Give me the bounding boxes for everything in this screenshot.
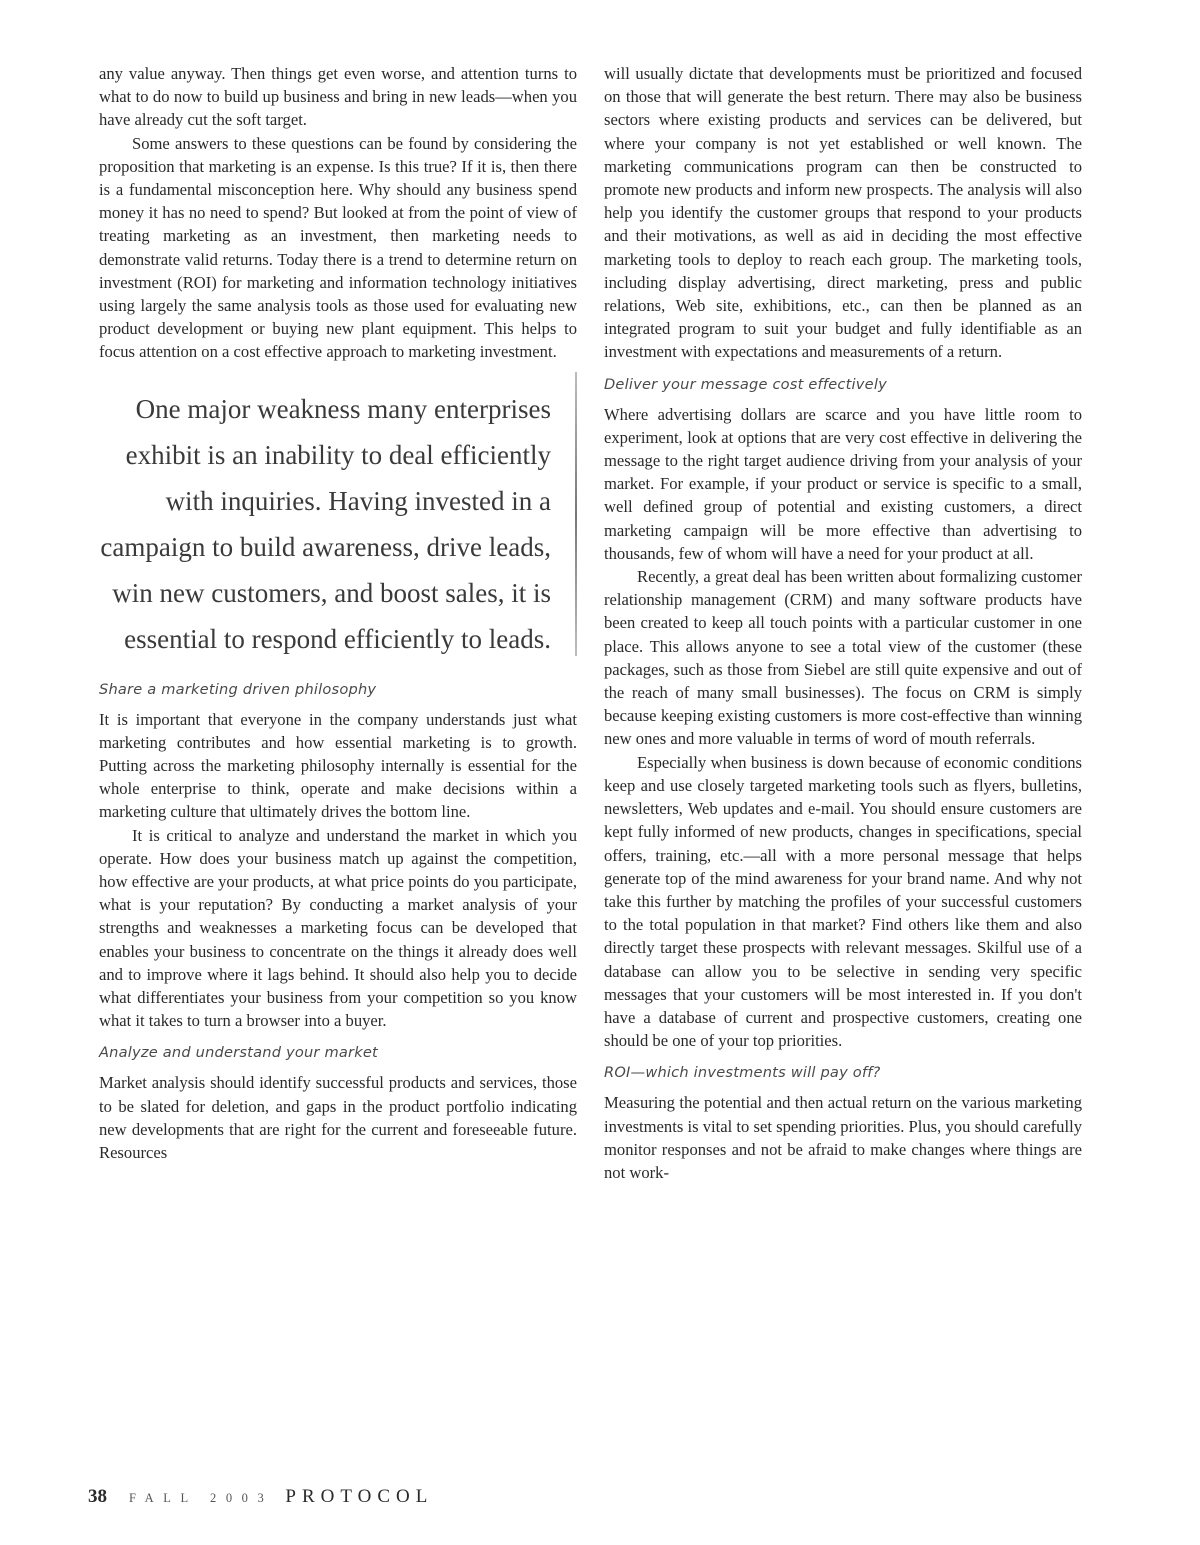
magazine-title: PROTOCOL xyxy=(285,1486,434,1507)
body-paragraph: Where advertising dollars are scarce and you have little room to experiment, look at options that are very cost effective in delivering the message to the right target audience driving from your analysis of your market. For example, if your product or service is specific to a small, well defined group of potential and existing customers, a direct marketing campaign will be more effective than advertising to thousands, few of whom will have a need for your product at all. xyxy=(604,404,1082,563)
pull-quote-text: One major weakness many enterprises exhibit is an inability to deal efficiently with inquiries. Having invested in a campaign to build awareness, drive leads, win new customers, and boost sales, it is essential to respond efficiently to leads. xyxy=(100,393,551,654)
body-paragraph: any value anyway. Then things get even worse, and attention turns to what to do now to build up business and bring in new leads—when you have already cut the soft target. xyxy=(99,64,577,130)
body-paragraph: Market analysis should identify successful products and services, those to be slated for deletion, and gaps in the product portfolio indicating new developments that are right for the current and foreseeable future. Resources xyxy=(99,1073,577,1163)
section-heading-roi: ROI—which investments will pay off? xyxy=(604,1064,881,1082)
body-paragraph: Some answers to these questions can be found by considering the proposition that marketing is an expense. Is this true? If it is, then there is a fundamental misconception here. Why should any business spend money it has no need to spend? But looked at from the point of view of treating marketing as an investment, then marketing needs to demonstrate valid returns. Today there is a trend to determine return on investment (ROI) for marketing and information technology initiatives using largely the same analysis tools as those used for evaluating new product development or buying new plant equipment. This helps to focus attention on a cost effective approach to marketing investment. xyxy=(99,133,577,362)
body-paragraph: Measuring the potential and then actual return on the various marketing investments is vital to set spending priorities. Plus, you should carefully monitor responses and not be afraid to make changes where things are not work- xyxy=(604,1093,1082,1182)
pull-quote xyxy=(99,386,577,662)
body-paragraph: Especially when business is down because of economic conditions keep and use closely targeted marketing tools such as flyers, bulletins, newsletters, Web updates and e-mail. You should ensure customers are kept fully informed of new products, changes in specifications, special offers, training, etc.—all with a more personal message that helps generate top of the mind awareness for your brand name. And why not take this further by matching the profiles of your successful customers to the total population in that market? Find others like them and also directly target these prospects with relevant messages. Skilful use of a database can allow you to be selective in sending very specific messages that your customers will be most interested in. If you don't have a database of current and prospective customers, creating one should be one of your top priorities. xyxy=(604,752,1082,1051)
body-paragraph: Recently, a great deal has been written about formalizing customer relationship management (CRM) and many software products have been created to keep all touch points with a particular customer in one place. This allows anyone to see a total view of the customer (these packages, such as those from Siebel are still quite expensive and out of the reach of many small businesses). The focus on CRM is simply because keeping existing customers is more cost-effective than winning new ones and more valuable in terms of word of mouth referrals. xyxy=(604,567,1082,749)
page-footer xyxy=(88,1486,433,1508)
left-column xyxy=(99,62,577,1164)
section-heading-analyze: Analyze and understand your market xyxy=(99,1044,378,1062)
body-paragraph: It is important that everyone in the company understands just what marketing contributes and how essential marketing is to growth. Putting across the marketing philosophy internally is essential for the whole enterprise to think, operate and make decisions within a marketing culture that ultimately drives the bottom line. xyxy=(99,709,577,822)
pull-quote-rule xyxy=(575,372,577,656)
page-number: 38 xyxy=(88,1486,107,1507)
body-paragraph: It is critical to analyze and understand the market in which you operate. How does your business match up against the competition, how effective are your products, at what price points do you participate, what is your reputation? By conducting a market analysis of your strengths and weaknesses a marketing focus can be developed that enables your business to concentrate on the things it already does well and to improve where it lags behind. It should also help you to decide what differentiates your business from your competition so you know what it takes to turn a browser into a buyer. xyxy=(99,825,577,1031)
section-heading-share: Share a marketing driven philosophy xyxy=(99,680,377,698)
issue-date: FALL 2003 xyxy=(129,1491,274,1505)
section-heading-deliver: Deliver your message cost effectively xyxy=(604,375,887,393)
right-column xyxy=(604,62,1082,1184)
body-paragraph: will usually dictate that developments must be prioritized and focused on those that will generate the best return. There may also be business sectors where existing products and services can be delivered, but where your company is not yet established or well known. The marketing communications program can then be constructed to promote new products and inform new prospects. The analysis will also help you identify the customer groups that respond to your products and their motivations, as well as aid in deciding the most effective marketing tools to deploy to reach each group. The marketing tools, including display advertising, direct marketing, press and public relations, Web site, exhibitions, etc., can then be planned as an integrated program to suit your budget and fully identifiable as an investment with expectations and measurements of a return. xyxy=(604,64,1082,362)
